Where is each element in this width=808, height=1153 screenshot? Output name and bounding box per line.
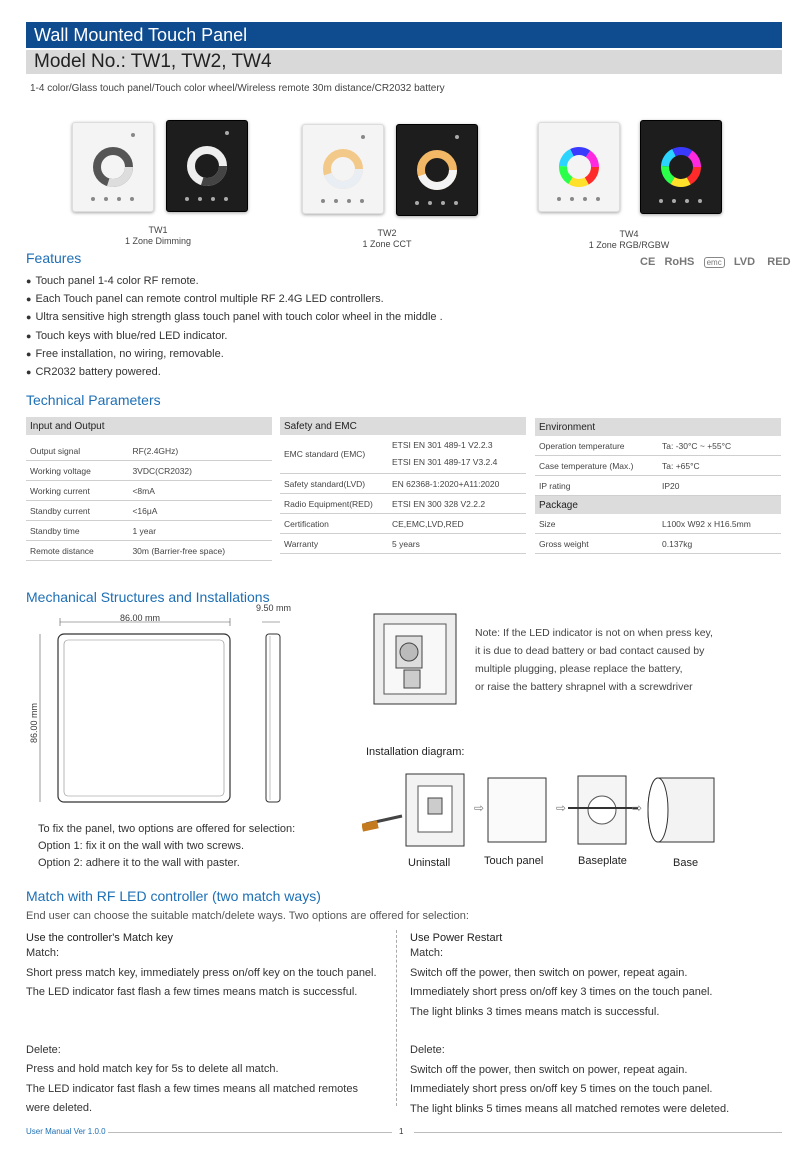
tw2-white-panel [302,124,384,214]
left-match-line: The LED indicator fast flash a few times means match is successful. [26,986,358,998]
left-match-label: Match: [26,947,60,959]
param-label: Gross weight [535,534,658,554]
feature-item: ● Free installation, no wiring, removable. [26,348,224,360]
param-value [388,435,526,474]
left-delete-label: Delete: [26,1043,61,1056]
table-row [535,534,781,554]
mechanical-drawing [30,612,300,812]
table-row [280,494,526,514]
depth-dimension: 9.50 mm [256,603,292,613]
install-label-touch-panel: Touch panel [484,855,544,867]
footer-version: User Manual Ver 1.0.0 [26,1127,106,1136]
right-match-label: Match: [410,947,444,959]
tech-title: Technical Parameters [26,392,161,408]
product-desc: 1 Zone Dimming [124,236,192,246]
param-label: Standby current [26,501,128,521]
param-label: Certification [280,514,388,534]
install-label-base: Base [673,857,699,869]
param-label: Working voltage [26,461,128,481]
width-dimension: 86.00 mm [120,613,161,623]
fix-instructions [38,821,295,872]
height-dimension: 86.00 mm [29,702,39,744]
param-label: IP rating [535,476,658,496]
left-match-line: Short press match key, immediately press on/off key on the touch panel. [26,966,377,979]
product-caption-tw1 [108,225,208,247]
table-row [26,481,272,501]
rgb-wheel-icon [641,121,721,213]
rohs-mark-icon: RoHS [664,256,695,268]
footer-rule-right [414,1132,782,1133]
svg-text:⇨: ⇨ [556,801,567,815]
safety-emc-table [280,417,526,554]
product-caption-tw2 [337,228,437,250]
right-delete-line: Switch off the power, then switch on power, repeat again. [410,1063,688,1076]
cert-logos [640,256,791,268]
param-label: Safety standard(LVD) [280,474,388,494]
table-row [26,541,272,561]
table-row [535,514,781,534]
right-match-line: Immediately short press on/off key 3 times on the touch panel. [410,986,713,998]
battery-note [475,624,713,696]
spacer [26,1003,394,1022]
note-line: Note: If the LED indicator is not on when press key, [475,627,713,639]
param-value: Ta: -30°C ~ +55°C [658,436,781,456]
install-label-baseplate: Baseplate [578,855,627,867]
match-title: Match with RF LED controller (two match ways) [26,888,321,904]
tw2-black-panel [396,124,478,216]
red-mark-icon: RED [767,256,791,268]
param-value: CE,EMC,LVD,RED [388,514,526,534]
installation-diagram [362,768,722,852]
param-label: Warranty [280,534,388,554]
ce-mark-icon: CE [640,256,656,268]
tw4-white-panel [538,122,620,212]
left-heading: Use the controller's Match key [26,932,173,944]
svg-text:⇨: ⇨ [632,801,643,815]
cct-wheel-icon [397,125,477,215]
table-row [26,501,272,521]
param-label: Case temperature (Max.) [535,456,658,476]
install-label-uninstall: Uninstall [408,857,451,869]
feature-item: ● Touch keys with blue/red LED indicator. [26,330,227,342]
param-label: Working current [26,481,128,501]
safety-header: Safety and EMC [280,417,526,435]
param-value: Ta: +65°C [658,456,781,476]
right-delete-label: Delete: [410,1044,445,1056]
environment-table [535,418,781,554]
tw4-black-panel [640,120,722,214]
param-label: Radio Equipment(RED) [280,494,388,514]
io-header: Input and Output [26,417,272,435]
product-caption-tw4 [574,229,684,251]
cct-wheel-icon [303,125,383,213]
table-row [26,461,272,481]
param-value: ETSI EN 300 328 V2.2.2 [388,494,526,514]
right-match-line: Switch off the power, then switch on power, repeat again. [410,966,688,979]
mech-title: Mechanical Structures and Installations [26,589,270,605]
param-value: 0.137kg [658,534,781,554]
rgb-wheel-icon [539,123,619,211]
match-divider [396,930,397,1106]
param-value: 3VDC(CR2032) [128,461,272,481]
product-desc: 1 Zone RGB/RGBW [588,240,670,250]
right-heading: Use Power Restart [410,932,503,944]
param-label: EMC standard (EMC) [280,435,388,474]
installation-title: Installation diagram: [366,746,465,758]
input-output-table [26,417,272,561]
model-number: Model No.: TW1, TW2, TW4 [26,50,782,74]
right-delete-line: Immediately short press on/off key 5 times on the touch panel. [410,1083,713,1095]
lvd-mark-icon: LVD [733,256,756,268]
tw1-black-panel [166,120,248,212]
table-row [280,534,526,554]
product-name: TW1 [148,225,168,235]
dimming-wheel-icon [167,121,247,211]
table-row [535,436,781,456]
svg-text:⇨: ⇨ [474,801,485,815]
note-line: or raise the battery shrapnel with a screwdriver [475,681,693,693]
param-label: Operation temperature [535,436,658,456]
param-label: Standby time [26,521,128,541]
emc-value: ETSI EN 301 489-17 V3.2.4 [392,457,498,467]
param-value: 30m (Barrier-free space) [128,541,272,561]
param-value: <16μA [128,501,272,521]
param-value: IP20 [658,476,781,496]
param-label: Size [535,514,658,534]
back-panel-photo [366,610,462,710]
features-title: Features [26,250,82,266]
note-line: multiple plugging, please replace the battery, [475,663,683,675]
fix-line: To fix the panel, two options are offered for selection: [38,823,296,835]
fix-line: Option 1: fix it on the wall with two screws. [38,840,245,852]
param-value: 5 years [388,534,526,554]
table-row [26,441,272,461]
match-right-column [410,932,800,1119]
note-line: it is due to dead battery or bad contact caused by [475,645,705,657]
feature-item: ● Ultra sensitive high strength glass touch panel with touch color wheel in the middle . [26,311,443,323]
feature-item: ● CR2032 battery powered. [26,366,161,378]
product-name: TW4 [619,229,639,239]
left-delete-line: The LED indicator fast flash a few times means all matched remotes [26,1082,358,1095]
product-name: TW2 [377,228,397,238]
footer-rule-left [108,1132,392,1133]
table-row [535,456,781,476]
spacer [26,1022,394,1041]
right-delete-line: The light blinks 5 times means all matched remotes were deleted. [410,1102,730,1115]
match-intro: End user can choose the suitable match/delete ways. Two options are offered for selection: [26,910,469,922]
package-header: Package [535,496,781,515]
param-value: L100x W92 x H16.5mm [658,514,781,534]
document-title: Wall Mounted Touch Panel [26,22,782,48]
table-row [26,521,272,541]
feature-item: ● Each Touch panel can remote control multiple RF 2.4G LED controllers. [26,293,384,305]
subtitle: 1-4 color/Glass touch panel/Touch color wheel/Wireless remote 30m distance/CR2032 battery [30,83,445,94]
param-label: Output signal [26,441,128,461]
emc-mark-icon: emc [704,257,725,268]
table-row [535,476,781,496]
table-row [280,474,526,494]
page-number: 1 [399,1127,404,1136]
feature-item: ● Touch panel 1-4 color RF remote. [26,275,199,287]
dimming-wheel-icon [73,123,153,211]
param-value: EN 62368-1:2020+A11:2020 [388,474,526,494]
spacer [410,1022,800,1041]
emc-value: ETSI EN 301 489-1 V2.2.3 [392,440,493,450]
right-match-line: The light blinks 3 times means match is successful. [410,1005,660,1018]
param-label: Remote distance [26,541,128,561]
match-left-column [26,932,394,1119]
tw1-white-panel [72,122,154,212]
param-value: 1 year [128,521,272,541]
left-delete-line: were deleted. [26,1102,93,1114]
table-row [280,514,526,534]
table-row [280,435,526,474]
fix-line: Option 2: adhere it to the wall with paster. [38,857,240,869]
param-value: <8mA [128,481,272,501]
product-desc: 1 Zone CCT [362,239,412,249]
env-header: Environment [535,418,781,436]
param-value: RF(2.4GHz) [128,441,272,461]
left-delete-line: Press and hold match key for 5s to delete all match. [26,1063,279,1075]
